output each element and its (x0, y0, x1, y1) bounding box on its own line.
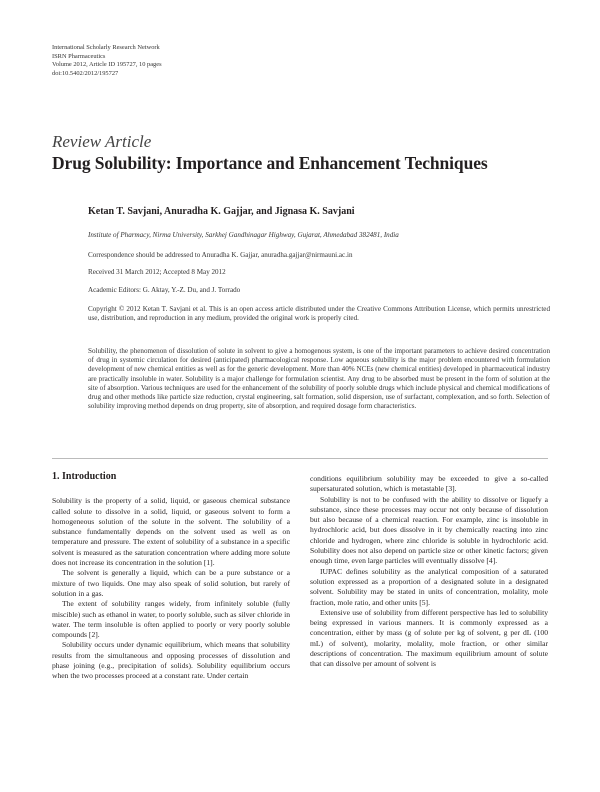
journal-info (52, 44, 162, 78)
article-title: Drug Solubility: Importance and Enhancement Techniques (52, 153, 488, 173)
academic-editors: Academic Editors: G. Aktay, Y.-Z. Du, and J. Torrado (88, 286, 241, 294)
body-paragraph: Solubility occurs under dynamic equilibrium, which means that solubility results from the simultaneous and opposing processes of dissolution and phase joining (e.g., precipitation of solids). Solubility equilibrium occurs when the two processes proceed at a constant rate. Under certain (52, 640, 290, 681)
body-paragraph: Extensive use of solubility from different perspective has led to solubility being expressed in various manners. It is commonly expressed as a concentration, either by mass (g of solute per kg of solvent, g per dL (100 mL) of solvent), molarity, molality, mole fraction, or other similar descriptions of concentration. The maximum equilibrium amount of solute that can dissolve per amount of solvent is (310, 607, 548, 669)
section-heading-introduction: 1. Introduction (52, 471, 117, 482)
body-paragraph: conditions equilibrium solubility may be exceeded to give a so-called supersaturated solution, which is metastable [3]. (310, 474, 548, 494)
received-date: Received 31 March 2012; Accepted 8 May 2012 (88, 268, 226, 276)
body-paragraph: The extent of solubility ranges widely, from infinitely soluble (fully miscible) such as ethanol in water, to poorly soluble, such as silver chloride in water. The term insoluble is often applied to poorly or very poorly soluble compounds [2]. (52, 599, 290, 640)
journal-doi[interactable]: doi:10.5402/2012/195727 (52, 69, 119, 77)
section-divider (52, 458, 548, 459)
journal-name: ISRN Pharmaceutics (52, 52, 106, 60)
right-column (310, 474, 548, 670)
copyright-notice: Copyright © 2012 Ketan T. Savjani et al. This is an open access article distributed under the Creative Commons Attribution License, which permits unrestricted use, distribution, and reproduction in any medium, provided the original work is properly cited. (88, 305, 550, 323)
article-type: Review Article (52, 132, 152, 151)
author-list: Ketan T. Savjani, Anuradha K. Gajjar, and Jignasa K. Savjani (88, 206, 355, 217)
body-paragraph: Solubility is not to be confused with the ability to dissolve or liquefy a substance, since these processes may occur not only because of dissolution but also because of a chemical reaction. For example, zinc is insoluble in hydrochloric acid, but does dissolve in it by chemically reacting into zinc chloride and hydrogen, where zinc chloride is soluble in hydrochloric acid. Solubility does not also depend on particle size or other kinetic factors; given enough time, even large particles will eventually dissolve [4]. (310, 494, 548, 566)
body-paragraph: IUPAC defines solubility as the analytical composition of a saturated solution expressed as a proportion of a designated solute in a designated solvent. Solubility may be stated in units of concentration, molality, mole fraction, mole ratio, and other units [5]. (310, 566, 548, 607)
body-paragraph: The solvent is generally a liquid, which can be a pure substance or a mixture of two liquids. One may also speak of solid solution, but rarely of solution in a gas. (52, 568, 290, 598)
abstract: Solubility, the phenomenon of dissolution of solute in solvent to give a homogenous system, is one of the important parameters to achieve desired concentration of drug in systemic circulation for desired (anticipated) pharmacological response. Low aqueous solubility is the major problem encountered with formulation development of new chemical entities as well as for the generic development. More than 40% NCEs (new chemical entities) developed in pharmaceutical industry are practically insoluble in water. Solubility is a major challenge for formulation scientist. Any drug to be absorbed must be present in the form of solution at the site of absorption. Various techniques are used for the enhancement of the solubility of poorly soluble drugs which include physical and chemical modifications of drug and other methods like particle size reduction, crystal engineering, salt formation, solid dispersion, use of surfactant, complexation, and so forth. Selection of solubility improving method depends on drug property, site of absorption, and required dosage form characteristics. (88, 347, 550, 411)
journal-volume: Volume 2012, Article ID 195727, 10 pages (52, 61, 162, 69)
left-column (52, 472, 290, 682)
affiliation: Institute of Pharmacy, Nirma University, Sarkhej Gandhinagar Highway, Gujarat, Ahmedabad 382481, India (88, 231, 399, 239)
journal-network: International Scholarly Research Network (52, 44, 160, 51)
correspondence: Correspondence should be addressed to Anuradha K. Gajjar, anuradha.gajjar@nirmauni.ac.in (88, 251, 353, 259)
body-paragraph: Solubility is the property of a solid, liquid, or gaseous chemical substance called solute to dissolve in a solid, liquid, or gaseous solvent to form a homogeneous solution of the solute in the solvent. The solubility of a substance fundamentally depends on the solvent used as well as on temperature and pressure. The extent of solubility of a substance in a specific solvent is measured as the saturation concentration where adding more solute does not increase its concentration in the solution [1]. (52, 496, 290, 568)
